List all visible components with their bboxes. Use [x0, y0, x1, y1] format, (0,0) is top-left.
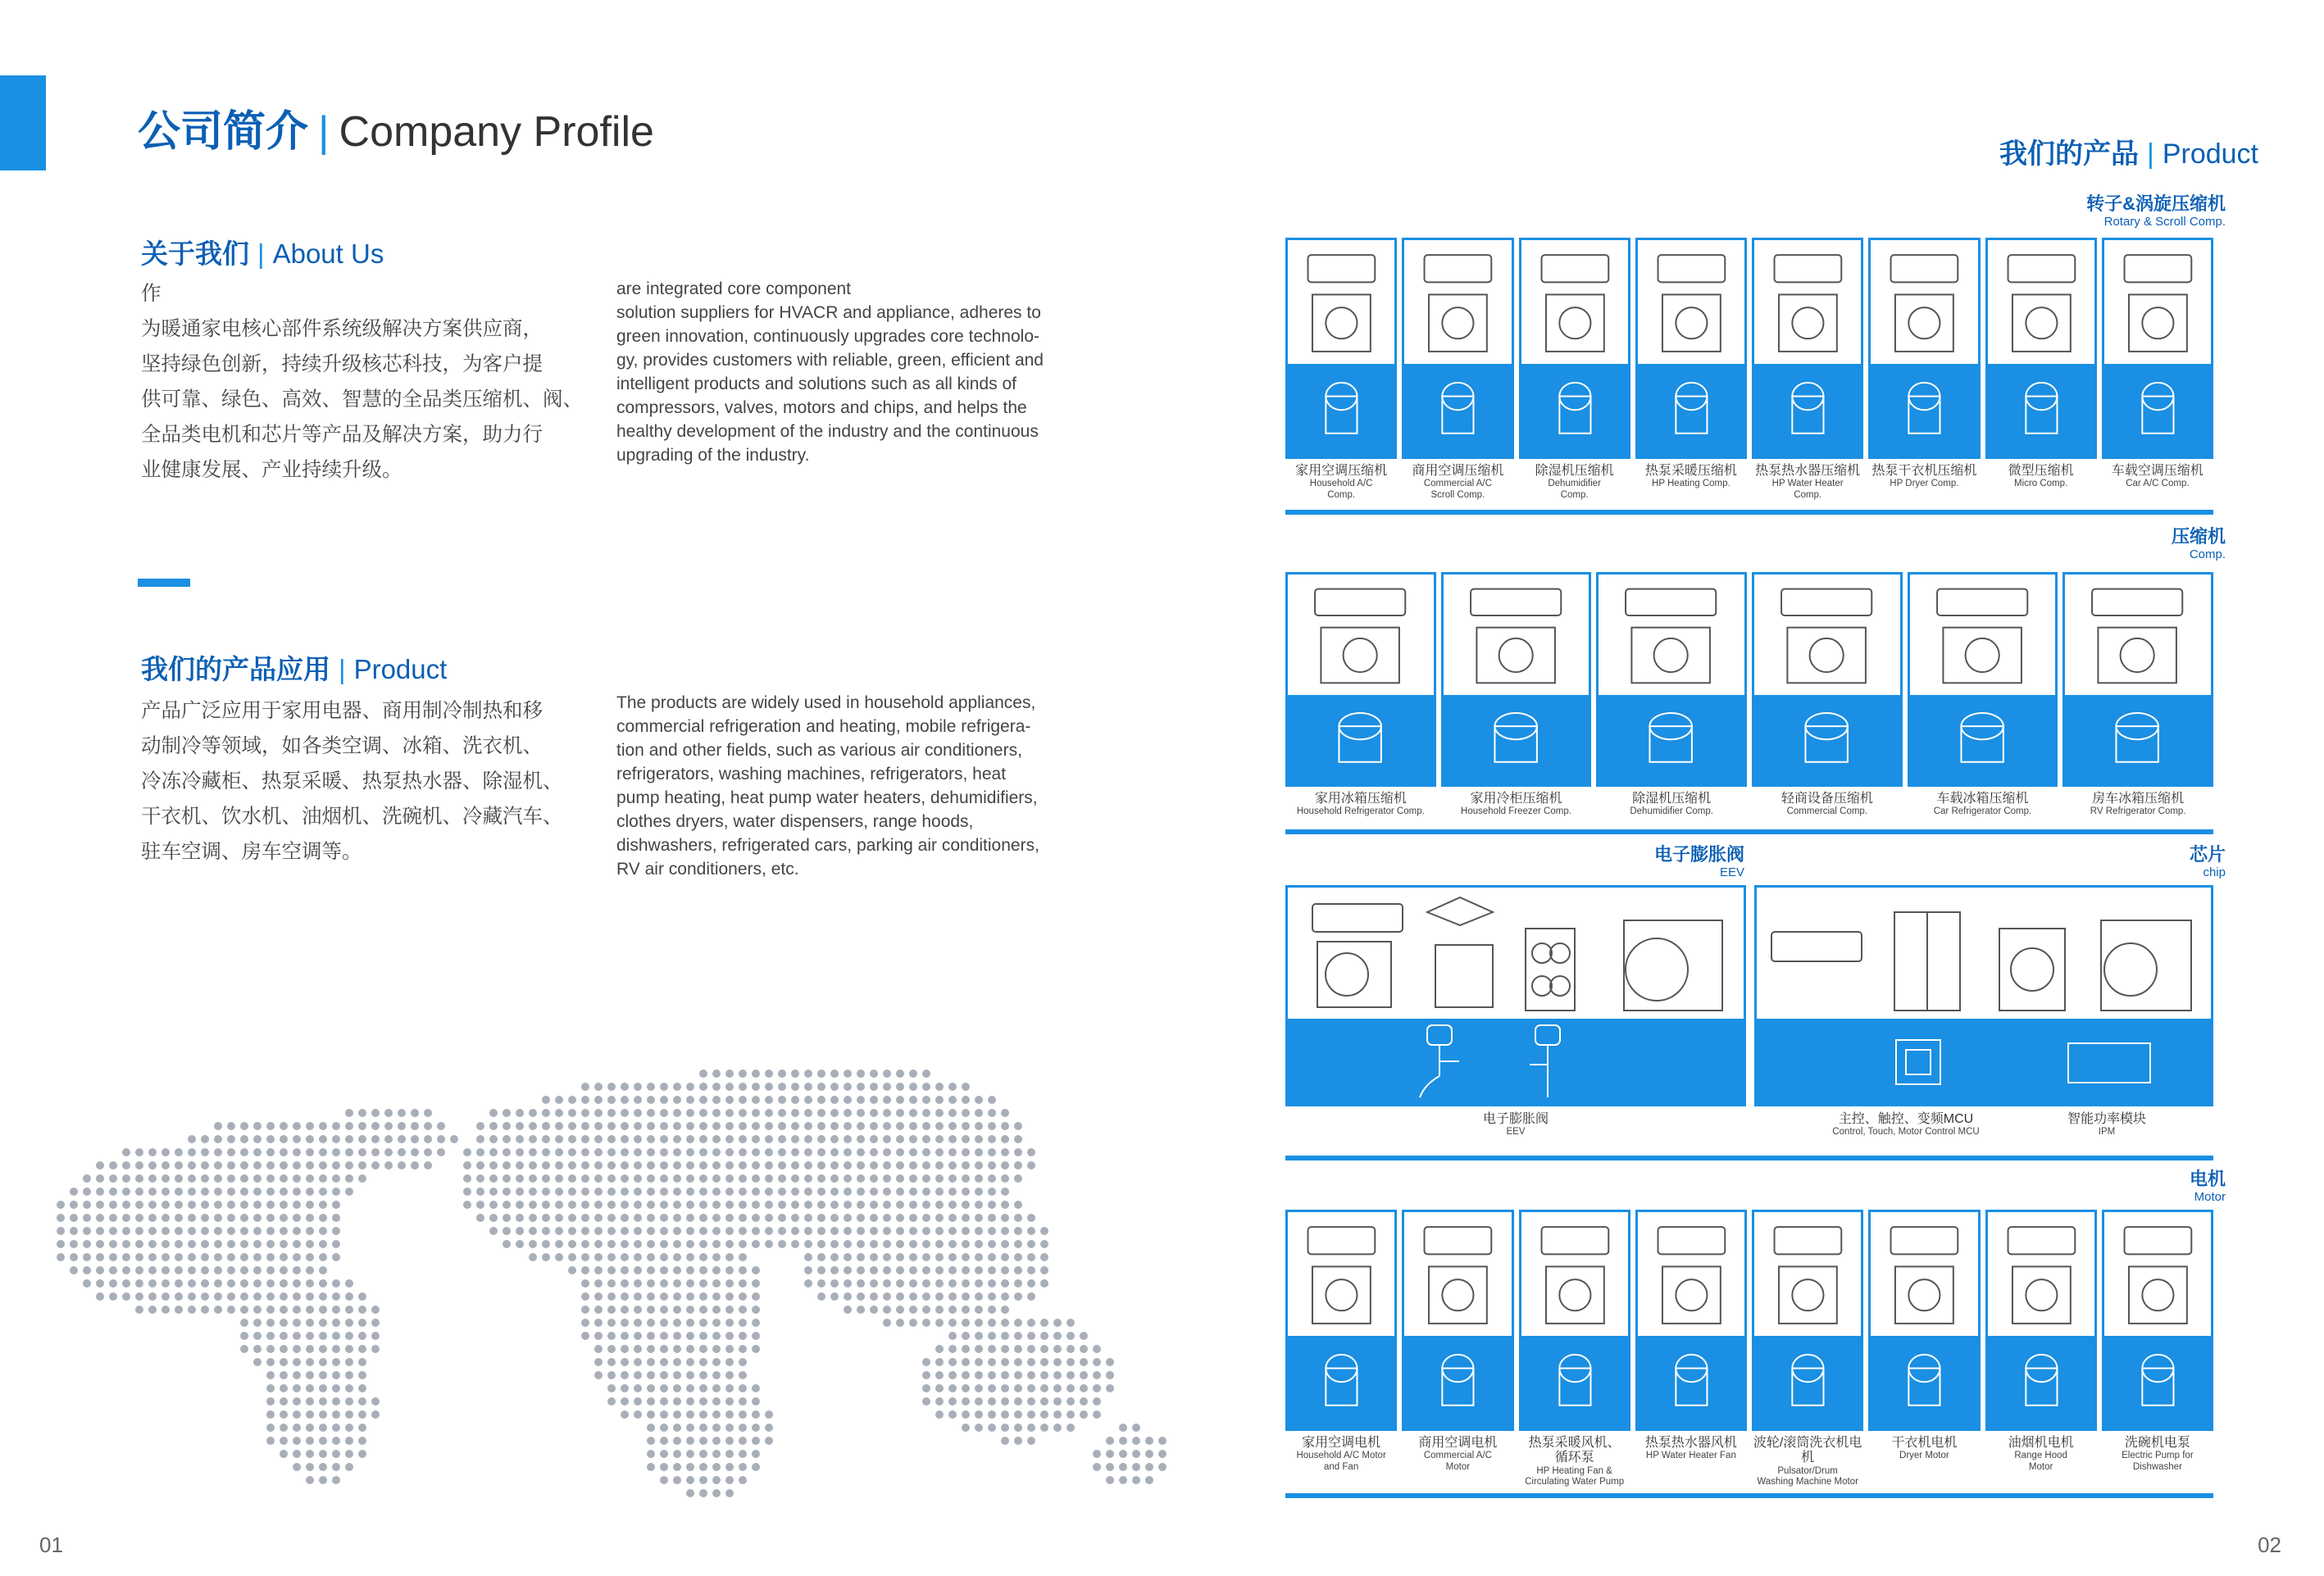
comp-component-icon: [1444, 695, 1590, 784]
motor-appliance-illustration: [1871, 1212, 1977, 1336]
comp-component-icon: [1288, 695, 1434, 784]
comp-card: [1752, 572, 1903, 787]
rotary-appliance-illustration: [1988, 240, 2094, 364]
comp-component-icon: [1910, 695, 2056, 784]
eev-chip-underline: [1285, 1156, 2213, 1160]
motor-card: [1635, 1210, 1747, 1431]
comp-appliance-illustration: [1599, 575, 1744, 695]
comp-appliance-illustration: [2065, 575, 2211, 695]
rotary-appliance-illustration: [1638, 240, 1744, 364]
rotary-appliance-illustration: [1404, 240, 1511, 364]
motor-section-label: 电机 Motor: [2189, 1169, 2226, 1204]
motor-appliance-illustration: [1288, 1212, 1394, 1336]
chip-icons: [1757, 1019, 2211, 1104]
motor-item-label: 洗碗机电泵 Electric Pump for Dishwasher: [2122, 1436, 2194, 1472]
rotary-card: [1752, 238, 1863, 459]
rotary-section-label: 转子&涡旋压缩机 Rotary & Scroll Comp.: [2086, 193, 2226, 229]
comp-underline: [1285, 829, 2213, 834]
rotary-component-icon: [1871, 364, 1977, 456]
motor-item-label: 家用空调电机 Household A/C Motor and Fan: [1296, 1436, 1386, 1472]
rotary-component-icon: [1988, 364, 2094, 456]
page-number-right: 02: [2258, 1533, 2281, 1557]
rotary-card: [1635, 238, 1747, 459]
rotary-item-label: 车载空调压缩机 Car A/C Comp.: [2111, 464, 2203, 489]
rotary-component-icon: [1638, 364, 1744, 456]
chip-item-mcu: 主控、触控、变频MCU Control, Touch, Motor Control MCU: [1832, 1112, 1980, 1138]
rotary-appliance-illustration: [1754, 240, 1861, 364]
motor-card: [1285, 1210, 1397, 1431]
chip-section-label: 芯片 chip: [2189, 844, 2226, 879]
chip-appliance-illustrations: [1757, 888, 2211, 1019]
motor-underline: [1285, 1493, 2213, 1498]
about-cn-text: 作 为暖通家电核心部件系统级解决方案供应商， 坚持绿色创新，持续升级核芯科技，为客户提 供可靠、绿色、高效、智慧的全品类压缩机、阀、 全品类电机和芯片等产品及解决方案，助力行 业健康发展、产业持续升级。: [141, 281, 583, 481]
motor-component-icon: [1638, 1336, 1744, 1428]
motor-component-icon: [1521, 1336, 1628, 1428]
application-cn-text: 产品广泛应用于家用电器、商用制冷制热和移 动制冷等领域，如各类空调、冰箱、洗衣机、 冷冻冷藏柜、热泵采暖、热泵热水器、除湿机、 干衣机、饮水机、油烟机、洗碗机、冷藏汽车、 驻车空调、房车空调等。: [141, 698, 563, 863]
rotary-component-icon: [1754, 364, 1861, 456]
accent-bar: [0, 75, 46, 170]
chip-item-ipm: 智能功率模块 IPM: [2067, 1112, 2146, 1138]
motor-appliance-illustration: [1754, 1212, 1861, 1336]
rotary-item-label: 热泵热水器压缩机 HP Water Heater Comp.: [1755, 464, 1861, 500]
motor-card: [1868, 1210, 1980, 1431]
rotary-item-label: 热泵采暖压缩机 HP Heating Comp.: [1644, 464, 1737, 489]
rotary-component-icon: [1521, 364, 1628, 456]
comp-item-label: 除湿机压缩机 Dehumidifier Comp.: [1630, 792, 1713, 817]
about-en-text: are integrated core component solution suppliers for HVACR and appliance, adheres to green innovation, continuously upgrades core technolo- gy, provides customers with reliable, green, efficient and intelligent products and solutions such as all kinds of compressors, valves, motors and chips, and helps the healthy development of the industry and the continuous upgrading of the industry.: [616, 279, 1044, 465]
rotary-component-icon: [1404, 364, 1511, 456]
comp-component-icon: [1754, 695, 1900, 784]
world-map-graphic: [0, 1065, 1189, 1557]
comp-section-label: 压缩机 Comp.: [2171, 526, 2226, 561]
comp-appliance-illustration: [1444, 575, 1590, 695]
motor-appliance-illustration: [1521, 1212, 1628, 1336]
comp-component-icon: [2065, 695, 2211, 784]
rotary-card: [1402, 238, 1513, 459]
comp-card: [1596, 572, 1747, 787]
motor-card: [2102, 1210, 2213, 1431]
motor-card: [1752, 1210, 1863, 1431]
divider-bar: [138, 579, 190, 587]
eev-item-label: 电子膨胀阀 EEV: [1482, 1112, 1549, 1138]
comp-item-label: 家用冰箱压缩机 Household Refrigerator Comp.: [1296, 792, 1425, 817]
rotary-item-label: 热泵干衣机压缩机 HP Dryer Comp.: [1871, 464, 1977, 489]
rotary-appliance-illustration: [1521, 240, 1628, 364]
rotary-card: [1868, 238, 1980, 459]
comp-appliance-illustration: [1288, 575, 1434, 695]
motor-component-icon: [2104, 1336, 2211, 1428]
rotary-item-label: 商用空调压缩机 Commercial A/C Scroll Comp.: [1412, 464, 1504, 500]
comp-item-label: 房车冰箱压缩机 RV Refrigerator Comp.: [2090, 792, 2186, 817]
rotary-component-icon: [2104, 364, 2211, 456]
motor-item-label: 热泵热水器风机 HP Water Heater Fan: [1644, 1436, 1737, 1461]
eev-card: [1285, 885, 1746, 1106]
rotary-appliance-illustration: [1871, 240, 1977, 364]
comp-card: [1285, 572, 1436, 787]
comp-item-label: 车载冰箱压缩机 Car Refrigerator Comp.: [1933, 792, 2032, 817]
motor-appliance-illustration: [1988, 1212, 2094, 1336]
rotary-card: [1985, 238, 2097, 459]
motor-appliance-illustration: [2104, 1212, 2211, 1336]
comp-item-label: 家用冷柜压缩机 Household Freezer Comp.: [1461, 792, 1571, 817]
motor-item-label: 波轮/滚筒洗衣机电机 Pulsator/Drum Washing Machine Motor: [1753, 1436, 1862, 1487]
motor-component-icon: [1871, 1336, 1977, 1428]
rotary-item-label: 除湿机压缩机 Dehumidifier Comp.: [1535, 464, 1614, 500]
rotary-appliance-illustration: [1288, 240, 1394, 364]
comp-appliance-illustration: [1910, 575, 2056, 695]
motor-component-icon: [1288, 1336, 1394, 1428]
motor-appliance-illustration: [1638, 1212, 1744, 1336]
motor-component-icon: [1404, 1336, 1511, 1428]
rotary-item-label: 家用空调压缩机 Household A/C Comp.: [1295, 464, 1388, 500]
page-title: 公司简介 | Company Profile: [138, 108, 654, 156]
rotary-card: [1519, 238, 1630, 459]
motor-item-label: 油烟机电机 Range Hood Motor: [2008, 1436, 2074, 1472]
rotary-card: [2102, 238, 2213, 459]
comp-card: [1908, 572, 2058, 787]
comp-component-icon: [1599, 695, 1744, 784]
rotary-card: [1285, 238, 1397, 459]
motor-card: [1402, 1210, 1513, 1431]
application-en-text: The products are widely used in household appliances, commercial refrigeration and heating, mobile refrigera- tion and other fields, such as various air conditioners, refrigerators, washing machines, refrigerators, heat pump heating, heat pump water heaters, dehumidifiers, clothes dryers, water dispensers, range hoods, dishwashers, refrigerated cars, parking air conditioners, RV air conditioners, etc.: [616, 693, 1039, 879]
comp-appliance-illustration: [1754, 575, 1900, 695]
page-number-left: 01: [39, 1533, 63, 1557]
motor-component-icon: [1754, 1336, 1861, 1428]
application-heading: 我们的产品应用 | Product: [141, 654, 448, 684]
rotary-component-icon: [1288, 364, 1394, 456]
motor-item-label: 商用空调电机 Commercial A/C Motor: [1418, 1436, 1498, 1472]
motor-card: [1985, 1210, 2097, 1431]
comp-card: [2062, 572, 2213, 787]
motor-component-icon: [1988, 1336, 2094, 1428]
eev-section-label: 电子膨胀阀 EEV: [1653, 844, 1744, 879]
eev-valve-icons: [1288, 1019, 1744, 1104]
about-heading: 关于我们 | About Us: [141, 238, 384, 269]
rotary-underline: [1285, 510, 2213, 515]
motor-item-label: 热泵采暖风机、 循环泵 HP Heating Fan & Circulating Water Pump: [1525, 1436, 1625, 1487]
comp-card: [1441, 572, 1592, 787]
products-title: 我们的产品 | Product: [1999, 139, 2258, 170]
rotary-item-label: 微型压缩机 Micro Comp.: [2008, 464, 2074, 489]
comp-item-label: 轻商设备压缩机 Commercial Comp.: [1781, 792, 1873, 817]
chip-card: [1754, 885, 2213, 1106]
eev-appliance-illustrations: [1288, 888, 1744, 1019]
motor-item-label: 干衣机电机 Dryer Motor: [1891, 1436, 1958, 1461]
rotary-appliance-illustration: [2104, 240, 2211, 364]
motor-appliance-illustration: [1404, 1212, 1511, 1336]
motor-card: [1519, 1210, 1630, 1431]
